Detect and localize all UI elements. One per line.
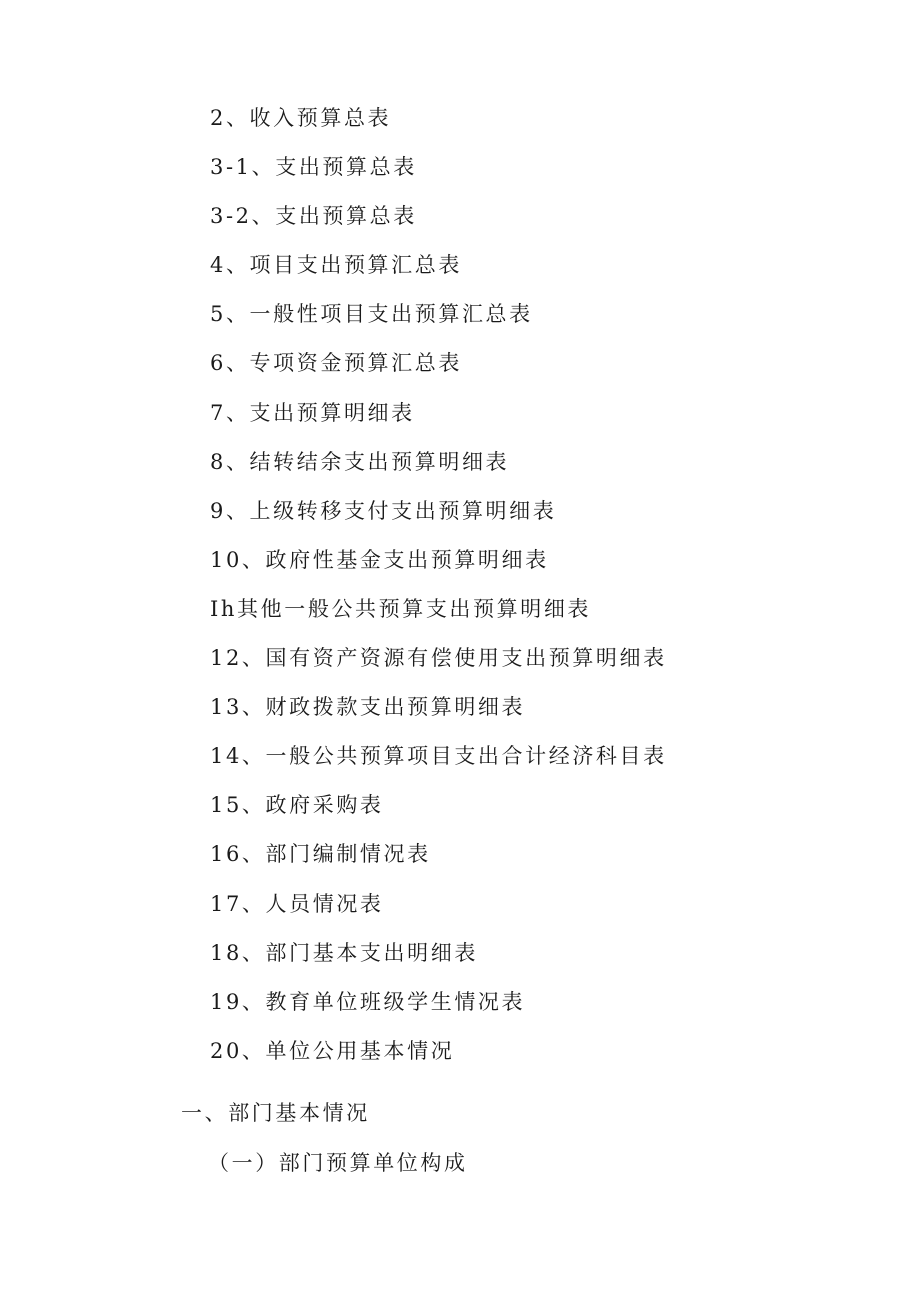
toc-item: 3-2、支出预算总表 <box>210 204 417 229</box>
toc-item: 9、上级转移支付支出预算明细表 <box>210 498 557 523</box>
toc-item: 8、结转结余支出预算明细表 <box>210 449 510 474</box>
toc-item: 6、专项资金预算汇总表 <box>210 351 462 376</box>
toc-item: 18、部门基本支出明细表 <box>210 940 478 965</box>
toc-item: 20、单位公用基本情况 <box>210 1038 455 1063</box>
toc-item: 12、国有资产资源有偿使用支出预算明细表 <box>210 646 667 671</box>
toc-item: 5、一般性项目支出预算汇总表 <box>210 302 533 327</box>
table-of-contents <box>210 101 667 1083</box>
toc-item: 2、收入预算总表 <box>210 106 392 130</box>
toc-item: 16、部门编制情况表 <box>210 842 431 867</box>
toc-item: Ih其他一般公共预算支出预算明细表 <box>210 596 592 621</box>
toc-item: 17、人员情况表 <box>210 891 384 916</box>
toc-item: 15、政府采购表 <box>210 793 384 818</box>
toc-item: 3-1、支出预算总表 <box>210 155 417 180</box>
toc-item: 14、一般公共预算项目支出合计经济科目表 <box>210 744 667 769</box>
toc-item: 4、项目支出预算汇总表 <box>210 253 462 278</box>
toc-item: 7、支出预算明细表 <box>210 400 415 425</box>
section-heading: 一、部门基本情况 <box>181 1101 370 1125</box>
toc-item: 10、政府性基金支出预算明细表 <box>210 547 549 572</box>
toc-item: 13、财政拨款支出预算明细表 <box>210 695 526 720</box>
toc-item: 19、教育单位班级学生情况表 <box>210 989 526 1014</box>
subsection-heading: （一）部门预算单位构成 <box>208 1151 468 1175</box>
